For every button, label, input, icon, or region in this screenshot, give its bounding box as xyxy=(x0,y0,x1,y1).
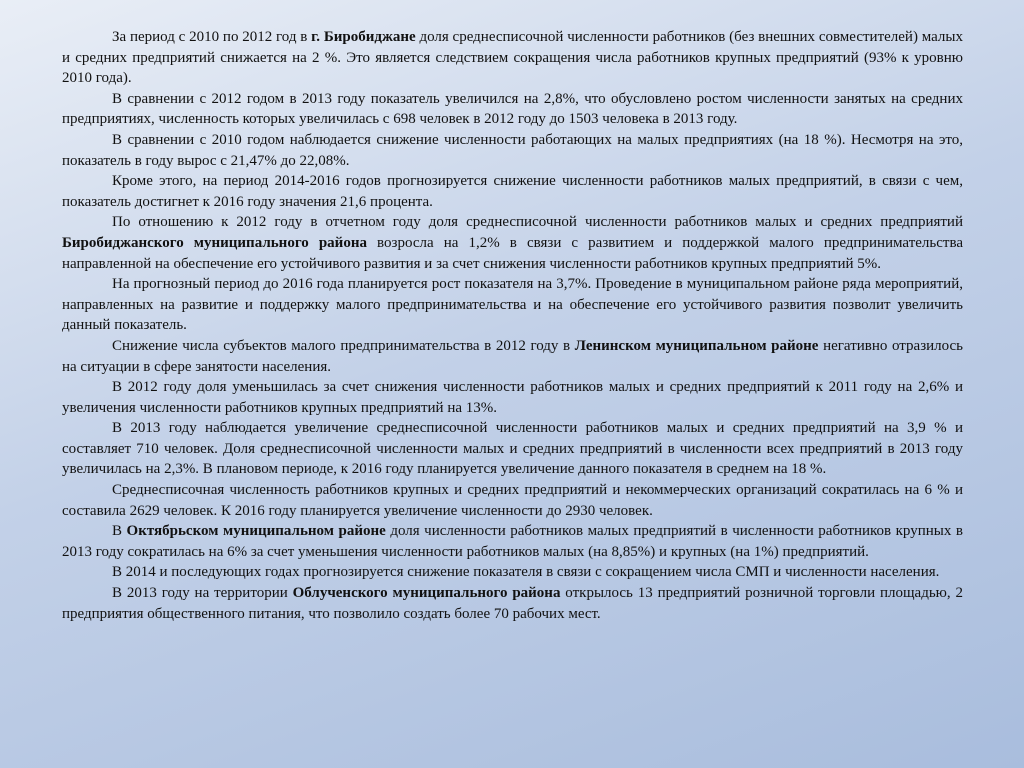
text-segment: В 2013 году на территории xyxy=(112,585,293,602)
highlight-district: Биробиджанского муниципального района xyxy=(62,234,367,251)
highlight-district: Облученского муниципального района xyxy=(292,585,561,602)
highlight-district: Октябрьском муниципальном районе xyxy=(126,523,386,540)
text-segment: Кроме этого, на период 2014-2016 годов прогнозируется снижение численности работников малых предприятий, в связи с чем, показатель достигнет к 2016 году значения 21,6 процента. xyxy=(62,173,963,210)
text-segment: В сравнении с 2010 годом наблюдается снижение численности работающих на малых предприятиях (на 18 %). Несмотря на это, показатель в году вырос с 21,47% до 22,08%. xyxy=(62,131,963,169)
paragraph xyxy=(62,521,963,562)
text-segment: В 2014 и последующих годах прогнозируется снижение показателя в связи с сокращением числа СМП и численности населения. xyxy=(112,564,940,581)
slide-text-block xyxy=(62,27,963,624)
text-segment: По отношению к 2012 году в отчетном году доля среднесписочной численности работников малых и средних предприятий xyxy=(112,214,963,231)
paragraph xyxy=(62,480,963,521)
highlight-district: Ленинском муниципальном районе xyxy=(574,337,819,354)
paragraph xyxy=(62,562,963,583)
highlight-city: г. Биробиджане xyxy=(311,29,416,45)
text-segment: В сравнении с 2012 годом в 2013 году показатель увеличился на 2,8%, что обусловлено ростом численности занятых на средних предприятиях, численность которых увеличилась с 698 человек в 2012 году до 1503 человека в 2013 году. xyxy=(62,90,963,128)
paragraph xyxy=(62,583,963,624)
text-segment: В xyxy=(112,523,127,540)
text-segment: На прогнозный период до 2016 года планируется рост показателя на 3,7%. Проведение в муниципальном районе ряда мероприятий, направленных на развитие и поддержку малого предпринимательства и на обеспечение его устойчивого развития позволит увеличить данный показатель. xyxy=(62,276,963,334)
text-segment: открылось 13 предприятий розничной торговли площадью, 2 предприятия общественного питания, что позволило создать более 70 рабочих мест. xyxy=(62,585,963,622)
paragraph xyxy=(62,274,963,336)
paragraph xyxy=(62,130,963,171)
text-segment: Среднесписочная численность работников крупных и средних предприятий и некоммерческих организаций сократилась на 6 % и составила 2629 человек. К 2016 году планируется увеличение численности до 2930 человек. xyxy=(62,482,963,519)
text-segment: доля среднесписочной численности работников (без внешних совместителей) малых и средних предприятий снижается на 2 %. Это является следствием сокращения числа работников крупных предприятий (93% к уровню 2010 года). xyxy=(62,29,963,87)
text-segment: возросла на 1,2% в связи с развитием и поддержкой малого предпринимательства направленной на обеспечение его устойчивого развития и за счет снижения численности работников крупных предприятий 5%. xyxy=(62,234,963,272)
text-segment: негативно отразилось на ситуации в сфере занятости населения. xyxy=(62,337,964,375)
paragraph xyxy=(62,212,963,274)
paragraph xyxy=(62,336,963,377)
paragraph xyxy=(62,171,963,212)
text-segment: В 2013 году наблюдается увеличение среднесписочной численности работников малых и средних предприятий на 3,9 % и составляет 710 человек. Доля среднесписочной численности малых и средних предприятий в численности всех предприятий в 2013 году увеличилась на 2,3%. В плановом периоде, к 2016 году планируется увеличение данного показателя в среднем на 18 %. xyxy=(62,420,963,478)
paragraph xyxy=(62,418,963,480)
text-segment: В 2012 году доля уменьшилась за счет снижения численности работников малых и средних предприятий к 2011 году на 2,6% и увеличения численности работников крупных предприятий на 13%. xyxy=(62,379,963,416)
paragraph xyxy=(62,89,963,130)
text-segment: доля численности работников малых предприятий в численности работников крупных в 2013 году сократилась на 6% за счет уменьшения численности работников малых (на 8,85%) и крупных (на 1%) предприятий. xyxy=(62,523,963,560)
paragraph xyxy=(62,27,963,89)
paragraph xyxy=(62,377,963,418)
text-segment: Снижение числа субъектов малого предпринимательства в 2012 году в xyxy=(112,337,575,354)
text-segment: За период с 2010 по 2012 год в xyxy=(112,29,312,45)
